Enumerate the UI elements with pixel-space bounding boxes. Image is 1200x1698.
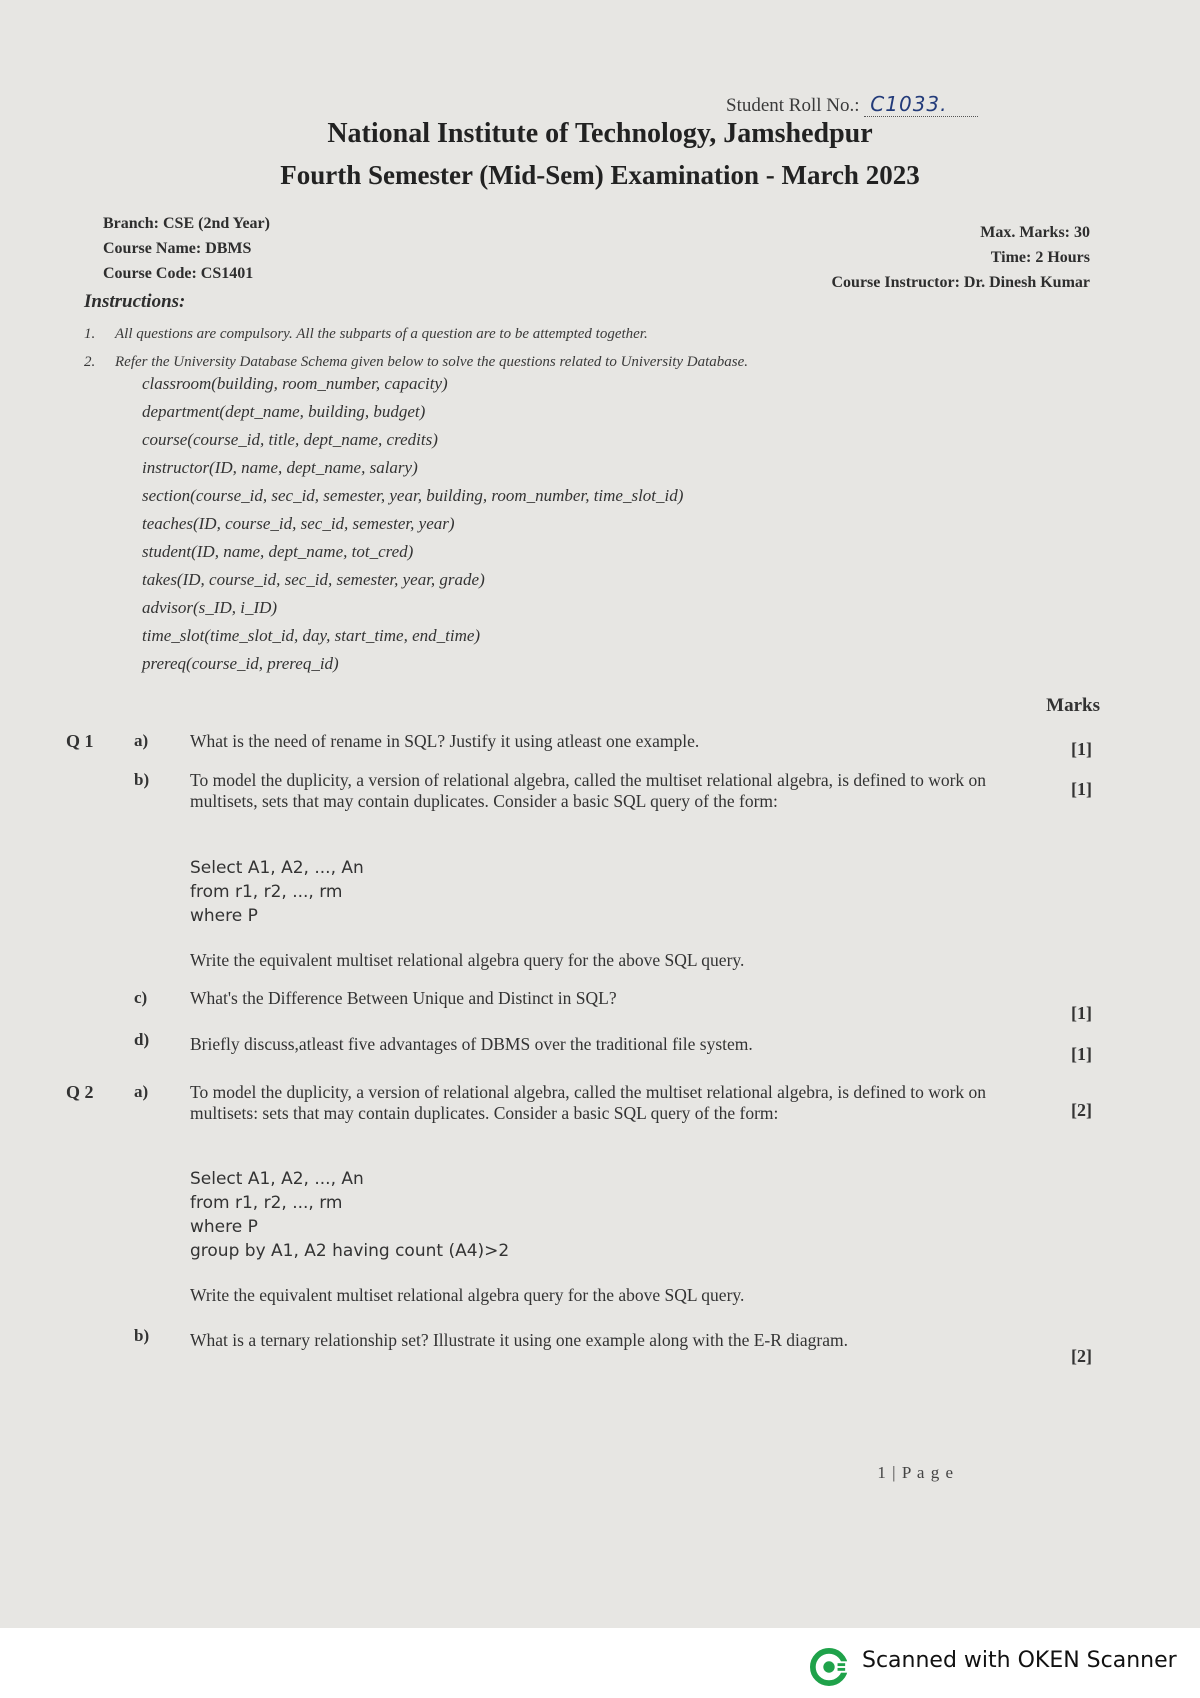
- subpart-label: c): [134, 988, 148, 1007]
- schema-takes: takes(ID, course_id, sec_id, semester, year, grade): [142, 570, 485, 589]
- sql-where: where P: [190, 906, 258, 926]
- schema-classroom: classroom(building, room_number, capacity): [142, 374, 448, 393]
- subpart-label: d): [134, 1030, 150, 1049]
- sql-query: [190, 856, 364, 928]
- instruction-number: 1.: [84, 326, 96, 342]
- question-text: What is a ternary relationship set? Illustrate it using one example along with the E-R diagram.: [190, 1330, 849, 1350]
- instruction-number: 2.: [84, 354, 96, 370]
- sql-select: Select A1, A2, ..., An: [190, 858, 364, 878]
- subpart-label: a): [134, 1082, 149, 1101]
- exam-time: Time: 2 Hours: [990, 249, 1090, 266]
- oken-scanner-logo-icon: [810, 1648, 848, 1686]
- schema-course: course(course_id, title, dept_name, credits): [142, 430, 438, 449]
- question-marks: [2]: [1071, 1100, 1092, 1120]
- institute-title: National Institute of Technology, Jamshedpur: [327, 118, 873, 149]
- exam-title: Fourth Semester (Mid-Sem) Examination - March 2023: [280, 160, 920, 190]
- question-text: What is the need of rename in SQL? Justify it using atleast one example.: [190, 731, 700, 751]
- schema-department: department(dept_name, building, budget): [142, 402, 426, 421]
- question-marks: [1]: [1071, 779, 1092, 799]
- sql-where: where P: [190, 1217, 258, 1237]
- question-number: Q 1: [66, 731, 94, 751]
- sql-from: from r1, r2, ..., rm: [190, 882, 343, 902]
- sql-query: [190, 1167, 509, 1263]
- schema-section: section(course_id, sec_id, semester, year, building, room_number, time_slot_id): [142, 486, 684, 505]
- question-number: Q 2: [66, 1082, 94, 1102]
- sql-group-by: group by A1, A2 having count (A4)>2: [190, 1241, 510, 1261]
- question-text: To model the duplicity, a version of relational algebra, called the multiset relational algebra, is defined to work on multisets: sets that may contain duplicates. Consider a basic SQL query of the form:: [190, 1082, 987, 1123]
- subpart-label: b): [134, 770, 150, 789]
- roll-number-line: [726, 92, 978, 117]
- roll-value: C1033.: [864, 92, 977, 117]
- schema-student: student(ID, name, dept_name, tot_cred): [142, 542, 414, 561]
- course-name: Course Name: DBMS: [103, 240, 252, 257]
- schema-prereq: prereq(course_id, prereq_id): [142, 654, 339, 673]
- page-number: 1 | P a g e: [877, 1463, 954, 1482]
- max-marks: Max. Marks: 30: [980, 224, 1090, 241]
- roll-label: Student Roll No.:: [726, 95, 860, 116]
- scanner-footer: [0, 1628, 1200, 1698]
- schema-advisor: advisor(s_ID, i_ID): [142, 598, 278, 617]
- marks-heading: Marks: [1046, 695, 1100, 716]
- question-followup: Write the equivalent multiset relational algebra query for the above SQL query.: [190, 1285, 745, 1305]
- question-marks: [1]: [1071, 739, 1092, 759]
- question-text: To model the duplicity, a version of relational algebra, called the multiset relational algebra, is defined to work on multisets, sets that may contain duplicates. Consider a basic SQL query of the form:: [190, 770, 987, 811]
- branch: Branch: CSE (2nd Year): [103, 215, 270, 232]
- instructions-heading: Instructions:: [84, 291, 186, 312]
- subpart-label: b): [134, 1326, 150, 1345]
- question-text: Briefly discuss,atleast five advantages of DBMS over the traditional file system.: [190, 1034, 753, 1054]
- subpart-label: a): [134, 731, 149, 750]
- scanner-text: Scanned with OKEN Scanner: [862, 1648, 1177, 1673]
- question-marks: [2]: [1071, 1346, 1092, 1366]
- question-marks: [1]: [1071, 1003, 1092, 1023]
- course-instructor: Course Instructor: Dr. Dinesh Kumar: [831, 274, 1090, 291]
- course-code: Course Code: CS1401: [103, 265, 254, 282]
- schema-time-slot: time_slot(time_slot_id, day, start_time, end_time): [142, 626, 481, 645]
- question-text: What's the Difference Between Unique and Distinct in SQL?: [190, 988, 617, 1008]
- schema-teaches: teaches(ID, course_id, sec_id, semester, year): [142, 514, 455, 533]
- question-followup: Write the equivalent multiset relational algebra query for the above SQL query.: [190, 950, 745, 970]
- sql-select: Select A1, A2, ..., An: [190, 1169, 364, 1189]
- instruction-item: All questions are compulsory. All the subparts of a question are to be attempted together.: [115, 326, 648, 342]
- instruction-item: Refer the University Database Schema given below to solve the questions related to University Database.: [115, 354, 749, 370]
- sql-from: from r1, r2, ..., rm: [190, 1193, 343, 1213]
- schema-instructor: instructor(ID, name, dept_name, salary): [142, 458, 418, 477]
- question-marks: [1]: [1071, 1044, 1092, 1064]
